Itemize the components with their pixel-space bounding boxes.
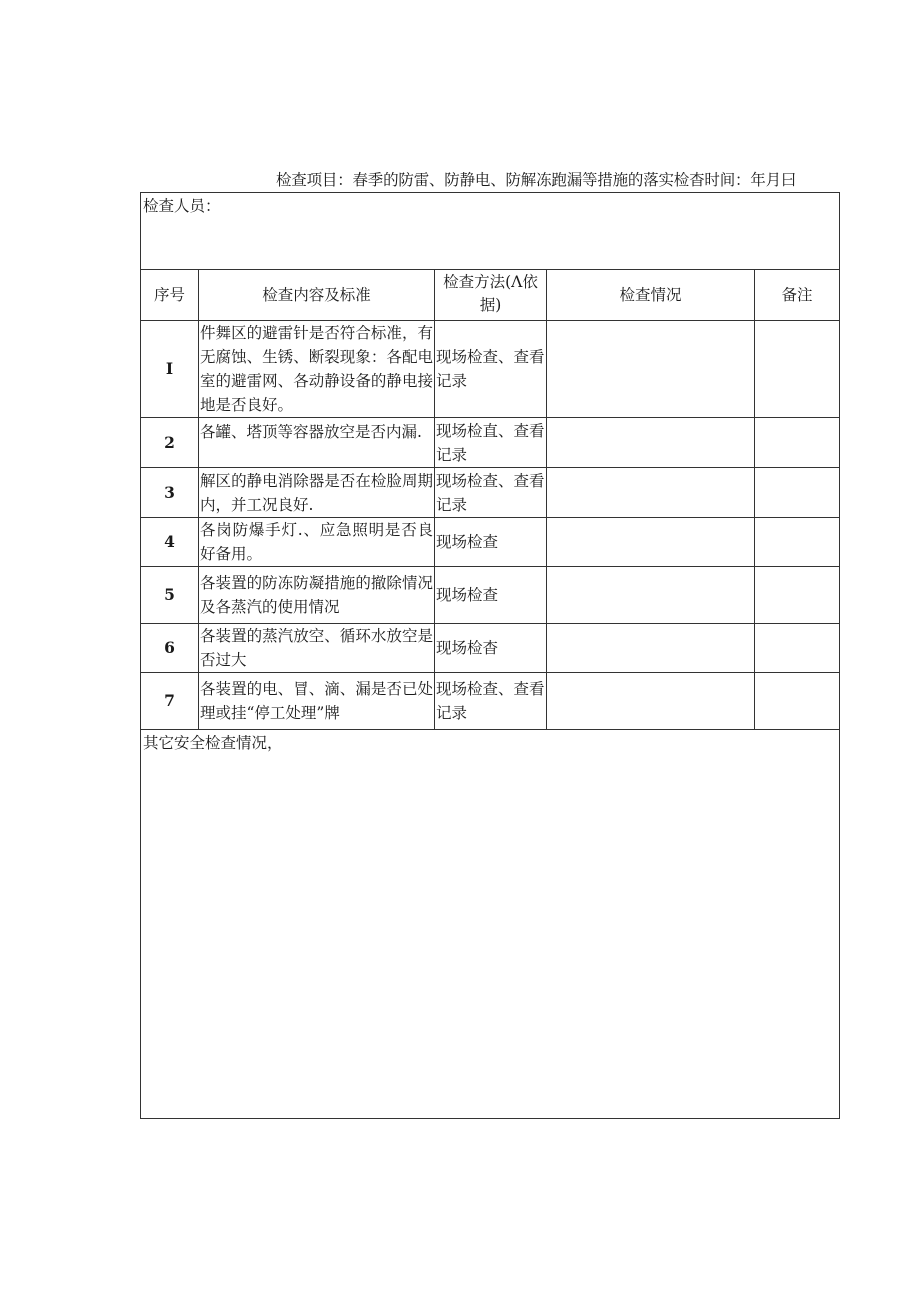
row-remarks-cell[interactable]: [755, 624, 840, 673]
row-method: 现场检杳: [435, 624, 547, 673]
table-row: [141, 567, 840, 624]
row-situation-cell[interactable]: [547, 468, 755, 518]
table-row: [141, 468, 840, 518]
row-method: 现场检查: [435, 518, 547, 567]
row-content: 各罐、塔顶等容器放空是否内漏.: [199, 418, 435, 468]
row-situation-cell[interactable]: [547, 321, 755, 418]
row-situation-cell[interactable]: [547, 418, 755, 468]
row-remarks-cell[interactable]: [755, 418, 840, 468]
table-header-row: [141, 270, 840, 321]
row-method: 现场检直、查看记录: [435, 418, 547, 468]
row-content: 各装置的电、冒、滴、漏是否已处理或挂“停工处理”牌: [199, 673, 435, 730]
table-row: [141, 321, 840, 418]
other-checks-field[interactable]: [141, 730, 840, 1119]
row-remarks-cell[interactable]: [755, 673, 840, 730]
row-content: 各装置的防冻防凝措施的撤除情况及各蒸汽的使用情况: [199, 567, 435, 624]
row-remarks-cell[interactable]: [755, 518, 840, 567]
header-seq: 序号: [141, 270, 199, 321]
row-seq: 3: [141, 468, 199, 518]
row-content: 各岗防爆手灯.、应急照明是否良好备用。: [199, 518, 435, 567]
row-situation-cell[interactable]: [547, 624, 755, 673]
form-header: 检查项目：春季的防雷、防静电、防解冻跑漏等措施的落实检杳时间：年月曰: [276, 171, 797, 189]
row-content: 各装置的蒸汽放空、循环水放空是否过大: [199, 624, 435, 673]
table-row: [141, 518, 840, 567]
row-seq: 6: [141, 624, 199, 673]
row-content: 解区的静电消除器是否在检脸周期内，并工况良好.: [199, 468, 435, 518]
other-checks-row: [141, 730, 840, 1119]
table-row: [141, 673, 840, 730]
inspection-table: [140, 192, 840, 1119]
row-method: 现场检查、查看记录: [435, 673, 547, 730]
header-situation: 检查情况: [547, 270, 755, 321]
row-seq: 2: [141, 418, 199, 468]
table-row: [141, 624, 840, 673]
header-remarks: 备注: [755, 270, 840, 321]
row-seq: 4: [141, 518, 199, 567]
inspectors-label: 检查人员：: [143, 197, 221, 215]
row-seq: 7: [141, 673, 199, 730]
row-content: 件舞区的避雷针是否符合标准，有无腐蚀、生锈、断裂现象：各配电室的避雷网、各动静设备的静电接地是否良好。: [199, 321, 435, 418]
other-checks-label: 其它安全检查情况，: [143, 734, 283, 752]
row-remarks-cell[interactable]: [755, 567, 840, 624]
inspectors-row: [141, 193, 840, 270]
row-remarks-cell[interactable]: [755, 321, 840, 418]
row-method: 现场检查: [435, 567, 547, 624]
header-method: 检查方法(Λ依据): [435, 270, 547, 321]
row-situation-cell[interactable]: [547, 567, 755, 624]
row-remarks-cell[interactable]: [755, 468, 840, 518]
row-seq: 5: [141, 567, 199, 624]
table-row: [141, 418, 840, 468]
header-content: 检查内容及标准: [199, 270, 435, 321]
row-method: 现场检查、查看记录: [435, 468, 547, 518]
row-method: 现场检查、查看记录: [435, 321, 547, 418]
row-situation-cell[interactable]: [547, 518, 755, 567]
inspectors-field[interactable]: [141, 193, 840, 270]
row-seq: I: [141, 321, 199, 418]
row-situation-cell[interactable]: [547, 673, 755, 730]
